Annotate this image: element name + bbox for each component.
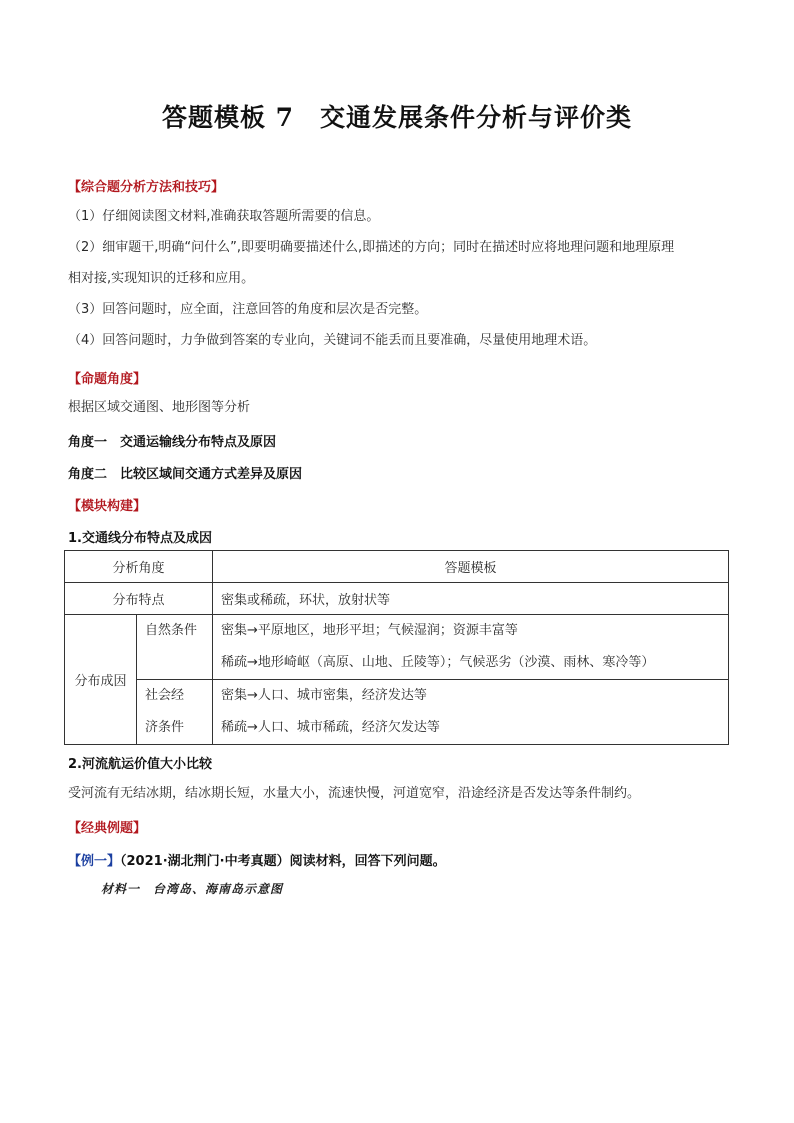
group-label-causes: 分布成因 xyxy=(65,615,137,745)
page-title: 答题模板 7 交通发展条件分析与评价类 xyxy=(161,103,633,132)
section-heading-methods: 【综合题分析方法和技巧】 xyxy=(68,180,225,195)
natural-sparse: 稀疏→地形崎岖（高原、山地、丘陵等）；气候恶劣（沙漠、雨林、寒冷等） xyxy=(221,655,655,670)
example-text: （2021·湖北荆门·中考真题）阅读材料，回答下列问题。 xyxy=(120,854,446,869)
answer-template-table xyxy=(64,550,729,745)
table-row-natural xyxy=(65,615,729,680)
socioeconomic-label: 社会经 济条件 xyxy=(137,680,213,745)
natural-conditions-label: 自然条件 xyxy=(137,615,213,680)
methods-item-2-cont: 相对接,实现知识的迁移和应用。 xyxy=(68,271,255,286)
methods-item-1: （1）仔细阅读图文材料,准确获取答题所需要的信息。 xyxy=(68,209,380,224)
socio-sparse: 稀疏→人口、城市稀疏，经济欠发达等 xyxy=(221,720,440,735)
socioeconomic-value xyxy=(213,680,729,745)
socio-dense: 密集→人口、城市密集，经济发达等 xyxy=(221,688,427,703)
section-heading-angles: 【命题角度】 xyxy=(68,372,147,387)
subsection-title-2: 2.河流航运价值大小比较 xyxy=(68,757,212,772)
example-question xyxy=(68,850,446,869)
angles-intro: 根据区域交通图、地形图等分析 xyxy=(68,400,251,415)
methods-item-2: （2）细审题干,明确“问什么”,即要明确要描述什么,即描述的方向；同时在描述时应将地理问题和地理原理 xyxy=(68,240,675,255)
table-row-socioeconomic xyxy=(65,680,729,745)
material-caption: 材料一 台湾岛、海南岛示意图 xyxy=(101,882,284,896)
table-row-distribution xyxy=(65,583,729,615)
section-heading-examples: 【经典例题】 xyxy=(68,821,147,836)
natural-dense: 密集→平原地区，地形平坦；气候湿润；资源丰富等 xyxy=(221,623,518,638)
natural-conditions-value xyxy=(213,615,729,680)
header-analysis-angle: 分析角度 xyxy=(65,551,213,583)
row-label-distribution: 分布特点 xyxy=(65,583,213,615)
section-heading-module: 【模块构建】 xyxy=(68,499,147,514)
methods-list xyxy=(68,201,733,356)
angle-one: 角度一 交通运输线分布特点及原因 xyxy=(68,435,277,450)
subsection-title-1: 1.交通线分布特点及成因 xyxy=(68,531,212,546)
row-value-distribution: 密集或稀疏，环状，放射状等 xyxy=(213,583,729,615)
header-answer-template: 答题模板 xyxy=(213,551,729,583)
example-tag: 【例一】 xyxy=(68,854,121,869)
methods-item-4: （4）回答问题时，力争做到答案的专业向，关键词不能丢而且要准确，尽量使用地理术语。 xyxy=(68,333,597,348)
table-header-row xyxy=(65,551,729,583)
methods-item-3: （3）回答问题时，应全面，注意回答的角度和层次是否完整。 xyxy=(68,302,428,317)
river-shipping-text: 受河流有无结冰期，结冰期长短，水量大小，流速快慢，河道宽窄，沿途经济是否发达等条件制约。 xyxy=(68,786,641,801)
angle-two: 角度二 比较区域间交通方式差异及原因 xyxy=(68,467,303,482)
